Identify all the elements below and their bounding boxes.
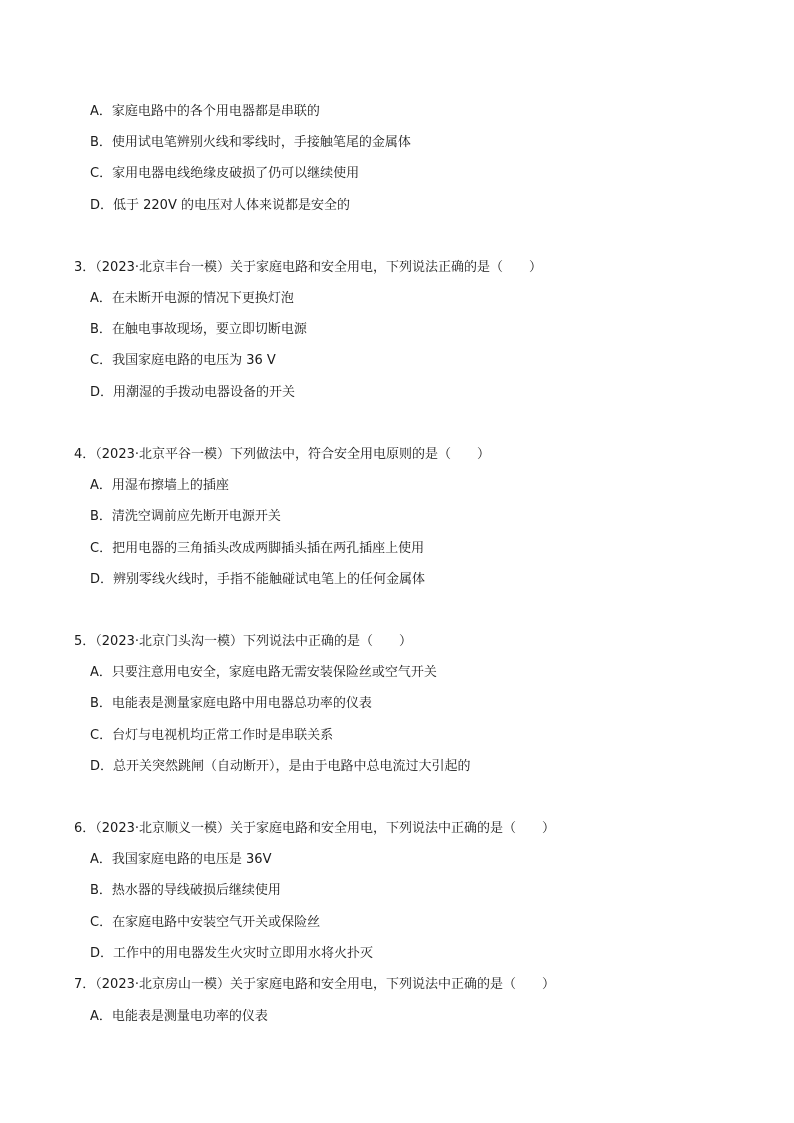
option-a: A．在未断开电源的情况下更换灯泡 (90, 291, 294, 306)
option-a: A．只要注意用电安全，家庭电路无需安装保险丝或空气开关 (90, 665, 437, 680)
question-3-stem: 3．（2023·北京丰台一模）关于家庭电路和安全用电，下列说法正确的是（ ） (74, 260, 542, 275)
option-d: D．工作中的用电器发生火灾时立即用水将火扑灭 (90, 946, 374, 961)
option-b: B．电能表是测量家庭电路中用电器总功率的仪表 (90, 696, 372, 711)
option-c: C．把用电器的三角插头改成两脚插头插在两孔插座上使用 (90, 541, 425, 556)
option-c: C．台灯与电视机均正常工作时是串联关系 (90, 728, 334, 743)
option-a: A．电能表是测量电功率的仪表 (90, 1009, 268, 1024)
question-7-stem: 7．（2023·北京房山一模）关于家庭电路和安全用电，下列说法中正确的是（ ） (74, 977, 555, 992)
option-d: D．总开关突然跳闸（自动断开），是由于电路中总电流过大引起的 (90, 759, 471, 774)
option-c: C．在家庭电路中安装空气开关或保险丝 (90, 915, 321, 930)
option-d: D．低于 220V 的电压对人体来说都是安全的 (90, 198, 350, 213)
question-6-stem: 6．（2023·北京顺义一模）关于家庭电路和安全用电，下列说法中正确的是（ ） (74, 821, 555, 836)
question-4-stem: 4．（2023·北京平谷一模）下列做法中，符合安全用电原则的是（ ） (74, 447, 490, 462)
option-c: C．我国家庭电路的电压为 36 V (90, 353, 276, 368)
option-b: B．在触电事故现场，要立即切断电源 (90, 322, 307, 337)
option-c: C．家用电器电线绝缘皮破损了仍可以继续使用 (90, 166, 360, 181)
option-b: B．清洗空调前应先断开电源开关 (90, 509, 281, 524)
question-5-stem: 5．（2023·北京门头沟一模）下列说法中正确的是（ ） (74, 634, 412, 649)
option-a: A．用湿布擦墙上的插座 (90, 478, 229, 493)
option-b: B．热水器的导线破损后继续使用 (90, 883, 281, 898)
option-b: B．使用试电笔辨别火线和零线时，手接触笔尾的金属体 (90, 135, 411, 150)
option-a: A．家庭电路中的各个用电器都是串联的 (90, 104, 320, 119)
option-d: D．辨别零线火线时，手指不能触碰试电笔上的任何金属体 (90, 572, 426, 587)
option-a: A．我国家庭电路的电压是 36V (90, 852, 272, 867)
option-d: D．用潮湿的手拨动电器设备的开关 (90, 385, 296, 400)
